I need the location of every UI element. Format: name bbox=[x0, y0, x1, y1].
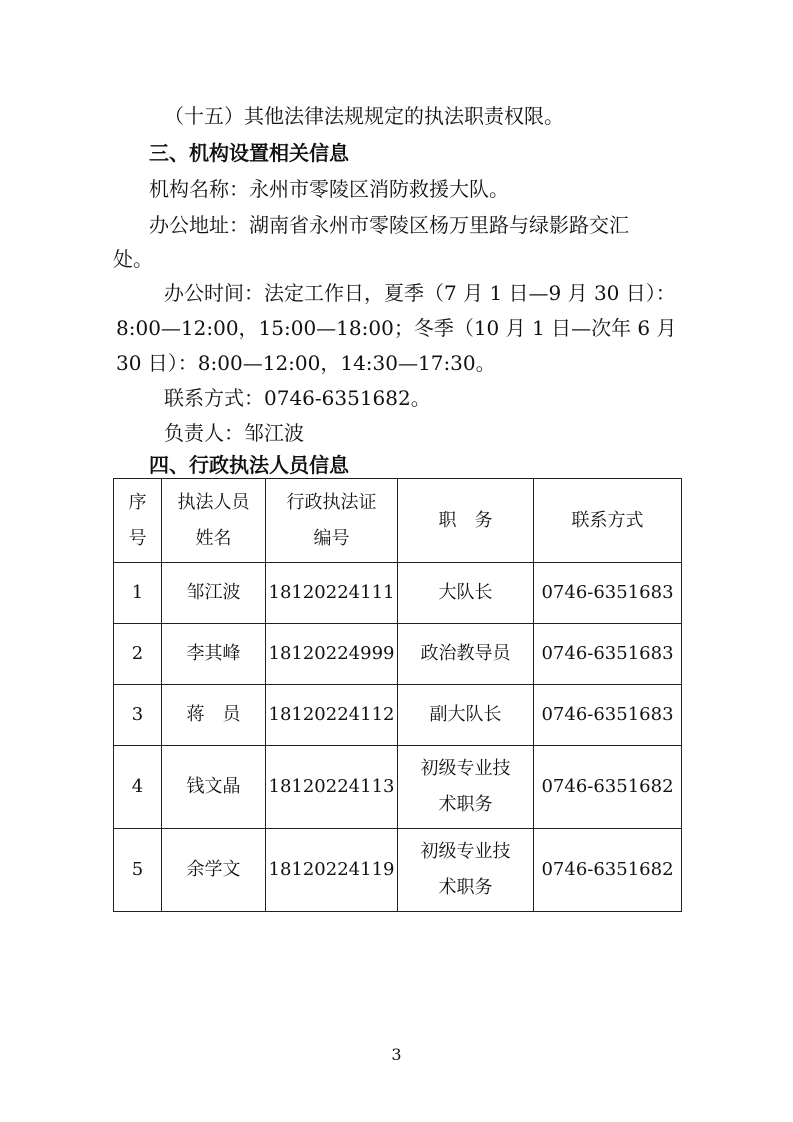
cell-position bbox=[398, 829, 534, 912]
cell-cert: 18120224999 bbox=[266, 624, 398, 685]
cell-position-line1: 初级专业技 bbox=[420, 841, 511, 862]
cell-name: 李其峰 bbox=[162, 624, 266, 685]
address-line-2: 处。 bbox=[113, 247, 153, 271]
cell-position bbox=[398, 563, 534, 624]
cell-cert: 18120224119 bbox=[266, 829, 398, 912]
table-row bbox=[114, 829, 682, 912]
page-number: 3 bbox=[391, 1045, 402, 1064]
contact-line: 联系方式：0746-6351682。 bbox=[164, 386, 431, 410]
cell-cert: 18120224112 bbox=[266, 685, 398, 746]
cell-phone: 0746-6351682 bbox=[534, 829, 682, 912]
table-row bbox=[114, 563, 682, 624]
cell-position-line1: 政治教导员 bbox=[420, 643, 511, 664]
staff-table bbox=[113, 478, 682, 912]
cell-seq: 3 bbox=[114, 685, 162, 746]
hours-line-1: 办公时间：法定工作日，夏季（7 月 1 日—9 月 30 日）： bbox=[164, 281, 676, 305]
hours-line-2: 8:00—12:00，15:00—18:00；冬季（10 月 1 日—次年 6 月 bbox=[116, 316, 677, 340]
header-position: 职 务 bbox=[398, 479, 534, 563]
cell-position-line1: 副大队长 bbox=[429, 704, 502, 725]
header-cert-line2: 编号 bbox=[313, 527, 350, 549]
header-cert-line1: 行政执法证 bbox=[286, 491, 377, 513]
cell-position-line1: 初级专业技 bbox=[420, 758, 511, 779]
section-heading-3: 三、机构设置相关信息 bbox=[149, 141, 349, 165]
header-name bbox=[162, 479, 266, 563]
hours-line-3: 30 日）：8:00—12:00，14:30—17:30。 bbox=[116, 351, 496, 375]
header-contact: 联系方式 bbox=[534, 479, 682, 563]
table-row bbox=[114, 746, 682, 829]
header-name-line1: 执法人员 bbox=[177, 491, 250, 513]
cell-name: 余学文 bbox=[162, 829, 266, 912]
table-row bbox=[114, 624, 682, 685]
header-seq bbox=[114, 479, 162, 563]
address-line-1: 办公地址：湖南省永州市零陵区杨万里路与绿影路交汇 bbox=[149, 213, 629, 237]
cell-name: 邹江波 bbox=[162, 563, 266, 624]
section-heading-4: 四、行政执法人员信息 bbox=[149, 453, 349, 477]
cell-name: 钱文晶 bbox=[162, 746, 266, 829]
cell-position bbox=[398, 746, 534, 829]
table-header-row bbox=[114, 479, 682, 563]
cell-name: 蒋 员 bbox=[162, 685, 266, 746]
org-name-line: 机构名称：永州市零陵区消防救援大队。 bbox=[149, 177, 509, 201]
cell-phone: 0746-6351683 bbox=[534, 563, 682, 624]
header-cert bbox=[266, 479, 398, 563]
cell-phone: 0746-6351682 bbox=[534, 746, 682, 829]
header-seq-line2: 号 bbox=[128, 527, 147, 549]
cell-position-line2: 术职务 bbox=[438, 877, 493, 898]
header-seq-line1: 序 bbox=[128, 491, 147, 513]
cell-seq: 1 bbox=[114, 563, 162, 624]
cell-seq: 5 bbox=[114, 829, 162, 912]
cell-seq: 4 bbox=[114, 746, 162, 829]
table-row bbox=[114, 685, 682, 746]
cell-position bbox=[398, 624, 534, 685]
cell-position bbox=[398, 685, 534, 746]
person-in-charge-line: 负责人：邹江波 bbox=[164, 421, 304, 445]
cell-position-line1: 大队长 bbox=[438, 582, 493, 603]
cell-seq: 2 bbox=[114, 624, 162, 685]
cell-cert: 18120224111 bbox=[266, 563, 398, 624]
cell-phone: 0746-6351683 bbox=[534, 685, 682, 746]
cell-cert: 18120224113 bbox=[266, 746, 398, 829]
header-name-line2: 姓名 bbox=[195, 527, 232, 549]
paragraph-item-15: （十五）其他法律法规规定的执法职责权限。 bbox=[164, 104, 564, 128]
cell-position-line2: 术职务 bbox=[438, 794, 493, 815]
cell-phone: 0746-6351683 bbox=[534, 624, 682, 685]
